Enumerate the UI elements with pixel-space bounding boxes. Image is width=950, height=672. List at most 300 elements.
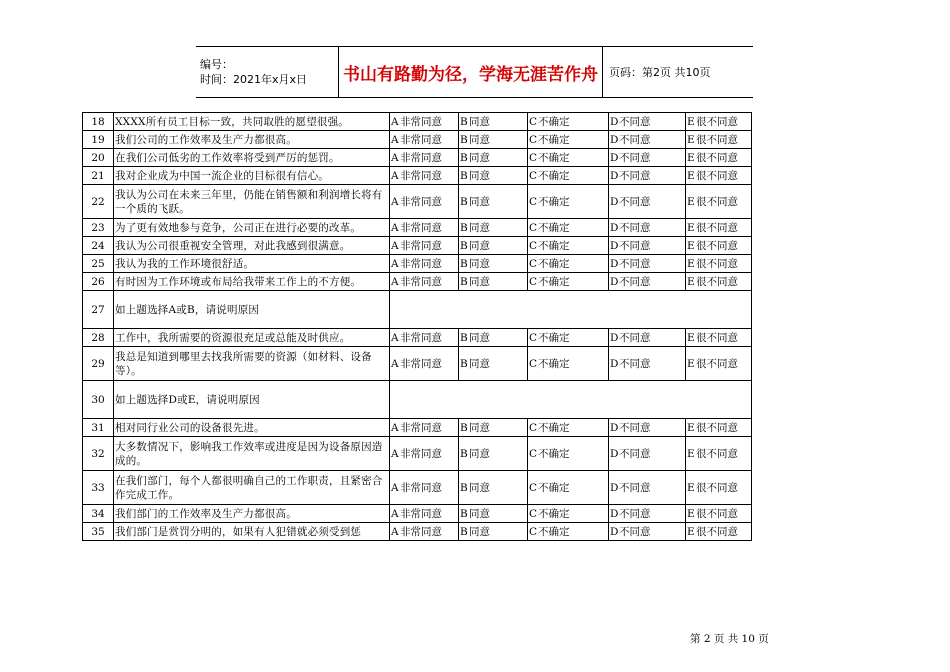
answer-option-c[interactable] xyxy=(528,273,609,291)
option-label: 很不同意 xyxy=(696,357,738,370)
answer-option-b[interactable] xyxy=(459,505,528,523)
answer-option-c[interactable] xyxy=(528,523,609,541)
option-label: 很不同意 xyxy=(696,133,738,146)
option-letter: C xyxy=(529,331,538,344)
option-label: 不同意 xyxy=(619,115,651,128)
option-label: 很不同意 xyxy=(696,169,738,182)
date-label: 时间：2021年x月x日 xyxy=(200,73,308,86)
option-label: 很不同意 xyxy=(696,481,738,494)
option-label: 同意 xyxy=(469,447,490,460)
option-letter: D xyxy=(610,133,619,146)
table-row xyxy=(83,167,752,185)
header-meta xyxy=(196,47,339,98)
option-label: 不确定 xyxy=(538,525,570,538)
option-letter: B xyxy=(460,481,468,494)
answer-option-d[interactable] xyxy=(609,237,686,255)
answer-option-d[interactable] xyxy=(609,255,686,273)
option-letter: C xyxy=(529,421,538,434)
option-letter: D xyxy=(610,151,619,164)
answer-option-b[interactable] xyxy=(459,149,528,167)
table-row xyxy=(83,255,752,273)
option-label: 不确定 xyxy=(538,481,570,494)
answer-option-e[interactable] xyxy=(686,471,752,505)
answer-option-e[interactable] xyxy=(686,419,752,437)
option-label: 同意 xyxy=(469,421,490,434)
follow-up-prompt: 如上题选择D或E，请说明原因 xyxy=(114,381,390,419)
option-label: 非常同意 xyxy=(400,525,442,538)
option-letter: B xyxy=(460,221,468,234)
answer-option-c[interactable] xyxy=(528,237,609,255)
option-label: 不确定 xyxy=(538,447,570,460)
question-text: 我认为我的工作环境很舒适。 xyxy=(114,255,390,273)
answer-option-c[interactable] xyxy=(528,347,609,381)
option-letter: E xyxy=(687,221,695,234)
option-label: 不同意 xyxy=(619,133,651,146)
option-letter: A xyxy=(391,133,399,146)
answer-option-e[interactable] xyxy=(686,255,752,273)
option-label: 不同意 xyxy=(619,447,651,460)
option-letter: B xyxy=(460,447,468,460)
option-letter: B xyxy=(460,275,468,288)
option-label: 同意 xyxy=(469,239,490,252)
option-letter: D xyxy=(610,221,619,234)
answer-option-a[interactable] xyxy=(390,419,459,437)
option-label: 同意 xyxy=(469,275,490,288)
option-letter: E xyxy=(687,357,695,370)
answer-option-e[interactable] xyxy=(686,237,752,255)
option-letter: D xyxy=(610,331,619,344)
option-letter: E xyxy=(687,133,695,146)
option-label: 不确定 xyxy=(538,275,570,288)
answer-option-d[interactable] xyxy=(609,185,686,219)
option-letter: D xyxy=(610,481,619,494)
option-label: 同意 xyxy=(469,525,490,538)
option-letter: B xyxy=(460,507,468,520)
answer-option-d[interactable] xyxy=(609,113,686,131)
option-label: 不同意 xyxy=(619,481,651,494)
option-letter: C xyxy=(529,275,538,288)
option-label: 不确定 xyxy=(538,421,570,434)
option-label: 非常同意 xyxy=(400,421,442,434)
option-letter: A xyxy=(391,257,399,270)
option-label: 非常同意 xyxy=(400,257,442,270)
option-label: 不确定 xyxy=(538,115,570,128)
option-label: 非常同意 xyxy=(400,239,442,252)
option-label: 同意 xyxy=(469,195,490,208)
option-label: 同意 xyxy=(469,133,490,146)
answer-option-a[interactable] xyxy=(390,273,459,291)
option-letter: D xyxy=(610,257,619,270)
answer-option-c[interactable] xyxy=(528,185,609,219)
question-number: 18 xyxy=(83,113,114,131)
answer-option-b[interactable] xyxy=(459,437,528,471)
answer-option-a[interactable] xyxy=(390,113,459,131)
page-header xyxy=(196,46,753,98)
option-label: 很不同意 xyxy=(696,421,738,434)
answer-option-a[interactable] xyxy=(390,523,459,541)
answer-option-d[interactable] xyxy=(609,505,686,523)
option-label: 不确定 xyxy=(538,331,570,344)
option-letter: C xyxy=(529,133,538,146)
answer-option-d[interactable] xyxy=(609,131,686,149)
table-row xyxy=(83,185,752,219)
option-letter: C xyxy=(529,221,538,234)
option-label: 不确定 xyxy=(538,357,570,370)
question-number: 29 xyxy=(83,347,114,381)
answer-option-c[interactable] xyxy=(528,329,609,347)
option-letter: B xyxy=(460,421,468,434)
question-text: 大多数情况下，影响我工作效率或进度是因为设备原因造成的。 xyxy=(114,437,390,471)
question-text: 为了更有效地参与竞争，公司正在进行必要的改革。 xyxy=(114,219,390,237)
reason-answer-field[interactable] xyxy=(390,381,752,419)
question-text: 工作中，我所需要的资源很充足或总能及时供应。 xyxy=(114,329,390,347)
option-letter: C xyxy=(529,169,538,182)
table-row xyxy=(83,291,752,329)
option-letter: D xyxy=(610,507,619,520)
option-letter: C xyxy=(529,257,538,270)
answer-option-c[interactable] xyxy=(528,149,609,167)
option-label: 非常同意 xyxy=(400,221,442,234)
answer-option-e[interactable] xyxy=(686,149,752,167)
option-letter: D xyxy=(610,357,619,370)
option-label: 不同意 xyxy=(619,257,651,270)
answer-option-e[interactable] xyxy=(686,437,752,471)
option-letter: D xyxy=(610,195,619,208)
option-label: 不同意 xyxy=(619,221,651,234)
question-number: 23 xyxy=(83,219,114,237)
table-row xyxy=(83,381,752,419)
answer-option-e[interactable] xyxy=(686,505,752,523)
option-label: 很不同意 xyxy=(696,115,738,128)
question-number: 25 xyxy=(83,255,114,273)
question-number: 26 xyxy=(83,273,114,291)
answer-option-a[interactable] xyxy=(390,505,459,523)
option-label: 非常同意 xyxy=(400,507,442,520)
option-letter: D xyxy=(610,169,619,182)
option-label: 不同意 xyxy=(619,169,651,182)
option-letter: A xyxy=(391,169,399,182)
answer-option-a[interactable] xyxy=(390,329,459,347)
answer-option-d[interactable] xyxy=(609,273,686,291)
option-letter: E xyxy=(687,239,695,252)
answer-option-d[interactable] xyxy=(609,523,686,541)
option-letter: A xyxy=(391,195,399,208)
answer-option-d[interactable] xyxy=(609,347,686,381)
option-label: 非常同意 xyxy=(400,331,442,344)
answer-option-c[interactable] xyxy=(528,419,609,437)
question-text: 相对同行业公司的设备很先进。 xyxy=(114,419,390,437)
answer-option-e[interactable] xyxy=(686,347,752,381)
option-label: 很不同意 xyxy=(696,331,738,344)
table-row xyxy=(83,419,752,437)
question-number: 34 xyxy=(83,505,114,523)
answer-option-a[interactable] xyxy=(390,237,459,255)
answer-option-d[interactable] xyxy=(609,329,686,347)
option-letter: A xyxy=(391,275,399,288)
option-letter: B xyxy=(460,525,468,538)
table-row xyxy=(83,347,752,381)
option-letter: D xyxy=(610,447,619,460)
option-label: 不同意 xyxy=(619,421,651,434)
page-footer: 第 2 页 共 10 页 xyxy=(690,633,769,645)
table-row xyxy=(83,237,752,255)
answer-option-b[interactable] xyxy=(459,185,528,219)
question-number: 32 xyxy=(83,437,114,471)
question-number: 31 xyxy=(83,419,114,437)
option-letter: E xyxy=(687,257,695,270)
answer-option-c[interactable] xyxy=(528,131,609,149)
motto: 书山有路勤为径，学海无涯苦作舟 xyxy=(339,47,603,98)
option-letter: A xyxy=(391,447,399,460)
question-number: 35 xyxy=(83,523,114,541)
option-label: 很不同意 xyxy=(696,195,738,208)
option-label: 很不同意 xyxy=(696,151,738,164)
question-text: 我对企业成为中国一流企业的目标很有信心。 xyxy=(114,167,390,185)
option-letter: E xyxy=(687,169,695,182)
option-label: 非常同意 xyxy=(400,169,442,182)
answer-option-a[interactable] xyxy=(390,437,459,471)
answer-option-c[interactable] xyxy=(528,471,609,505)
option-letter: A xyxy=(391,421,399,434)
option-label: 同意 xyxy=(469,507,490,520)
option-letter: E xyxy=(687,195,695,208)
serial-number-label: 编号： xyxy=(200,58,233,71)
page-number-label: 页码：第2页 共10页 xyxy=(603,47,754,98)
option-label: 很不同意 xyxy=(696,257,738,270)
option-letter: C xyxy=(529,481,538,494)
answer-option-b[interactable] xyxy=(459,219,528,237)
table-row xyxy=(83,131,752,149)
option-letter: E xyxy=(687,331,695,344)
answer-option-b[interactable] xyxy=(459,131,528,149)
option-letter: B xyxy=(460,195,468,208)
option-letter: B xyxy=(460,115,468,128)
question-text: 我们部门的工作效率及生产力都很高。 xyxy=(114,505,390,523)
option-label: 非常同意 xyxy=(400,115,442,128)
answer-option-d[interactable] xyxy=(609,471,686,505)
follow-up-prompt: 如上题选择A或B，请说明原因 xyxy=(114,291,390,329)
option-letter: D xyxy=(610,275,619,288)
answer-option-a[interactable] xyxy=(390,347,459,381)
question-text: 我们部门是赏罚分明的，如果有人犯错就必须受到惩 xyxy=(114,523,390,541)
question-number: 27 xyxy=(83,291,114,329)
option-label: 不同意 xyxy=(619,331,651,344)
question-text: 我认为公司很重视安全管理，对此我感到很满意。 xyxy=(114,237,390,255)
option-label: 不确定 xyxy=(538,133,570,146)
option-letter: C xyxy=(529,357,538,370)
answer-option-e[interactable] xyxy=(686,523,752,541)
answer-option-a[interactable] xyxy=(390,131,459,149)
option-letter: A xyxy=(391,331,399,344)
option-letter: E xyxy=(687,151,695,164)
option-letter: B xyxy=(460,169,468,182)
option-label: 不确定 xyxy=(538,195,570,208)
option-label: 非常同意 xyxy=(400,481,442,494)
option-letter: E xyxy=(687,447,695,460)
answer-option-b[interactable] xyxy=(459,167,528,185)
option-label: 同意 xyxy=(469,357,490,370)
option-letter: C xyxy=(529,239,538,252)
option-label: 不同意 xyxy=(619,525,651,538)
table-row xyxy=(83,471,752,505)
option-letter: B xyxy=(460,133,468,146)
option-letter: A xyxy=(391,151,399,164)
option-letter: E xyxy=(687,275,695,288)
option-label: 同意 xyxy=(469,115,490,128)
option-label: 非常同意 xyxy=(400,357,442,370)
option-label: 不同意 xyxy=(619,357,651,370)
answer-option-b[interactable] xyxy=(459,237,528,255)
option-label: 不确定 xyxy=(538,239,570,252)
answer-option-e[interactable] xyxy=(686,273,752,291)
question-number: 19 xyxy=(83,131,114,149)
question-text: 我认为公司在未来三年里，仍能在销售额和利润增长将有一个质的飞跃。 xyxy=(114,185,390,219)
option-letter: E xyxy=(687,481,695,494)
option-label: 不同意 xyxy=(619,239,651,252)
question-number: 21 xyxy=(83,167,114,185)
option-letter: D xyxy=(610,525,619,538)
question-text: 我们公司的工作效率及生产力都很高。 xyxy=(114,131,390,149)
answer-option-c[interactable] xyxy=(528,113,609,131)
question-number: 33 xyxy=(83,471,114,505)
question-text: 我总是知道到哪里去找我所需要的资源（如材料、设备等）。 xyxy=(114,347,390,381)
table-row xyxy=(83,273,752,291)
question-number: 22 xyxy=(83,185,114,219)
answer-option-b[interactable] xyxy=(459,255,528,273)
option-letter: C xyxy=(529,115,538,128)
option-letter: D xyxy=(610,421,619,434)
option-label: 同意 xyxy=(469,331,490,344)
answer-option-a[interactable] xyxy=(390,185,459,219)
table-row xyxy=(83,329,752,347)
answer-option-c[interactable] xyxy=(528,505,609,523)
option-label: 同意 xyxy=(469,481,490,494)
answer-option-e[interactable] xyxy=(686,219,752,237)
option-label: 非常同意 xyxy=(400,275,442,288)
answer-option-b[interactable] xyxy=(459,113,528,131)
option-label: 很不同意 xyxy=(696,447,738,460)
answer-option-a[interactable] xyxy=(390,149,459,167)
question-text: XXXX所有员工目标一致，共同取胜的愿望很强。 xyxy=(114,113,390,131)
option-letter: C xyxy=(529,507,538,520)
question-text: 在我们部门，每个人都很明确自己的工作职责，且紧密合作完成工作。 xyxy=(114,471,390,505)
option-letter: E xyxy=(687,421,695,434)
answer-option-d[interactable] xyxy=(609,437,686,471)
option-label: 不同意 xyxy=(619,151,651,164)
option-label: 很不同意 xyxy=(696,507,738,520)
question-number: 28 xyxy=(83,329,114,347)
answer-option-a[interactable] xyxy=(390,471,459,505)
answer-option-e[interactable] xyxy=(686,113,752,131)
option-label: 非常同意 xyxy=(400,195,442,208)
answer-option-c[interactable] xyxy=(528,167,609,185)
option-label: 不确定 xyxy=(538,507,570,520)
option-letter: A xyxy=(391,481,399,494)
survey-table xyxy=(82,112,752,541)
option-letter: B xyxy=(460,257,468,270)
table-row xyxy=(83,113,752,131)
answer-option-a[interactable] xyxy=(390,255,459,273)
table-row xyxy=(83,437,752,471)
question-text: 在我们公司低劣的工作效率将受到严厉的惩罚。 xyxy=(114,149,390,167)
option-label: 同意 xyxy=(469,257,490,270)
option-label: 很不同意 xyxy=(696,221,738,234)
answer-option-d[interactable] xyxy=(609,149,686,167)
option-letter: A xyxy=(391,115,399,128)
question-number: 24 xyxy=(83,237,114,255)
option-label: 同意 xyxy=(469,221,490,234)
option-label: 不确定 xyxy=(538,169,570,182)
table-row xyxy=(83,219,752,237)
option-letter: E xyxy=(687,507,695,520)
answer-option-c[interactable] xyxy=(528,219,609,237)
answer-option-b[interactable] xyxy=(459,347,528,381)
option-letter: E xyxy=(687,525,695,538)
answer-option-b[interactable] xyxy=(459,419,528,437)
option-letter: D xyxy=(610,115,619,128)
option-label: 非常同意 xyxy=(400,151,442,164)
option-label: 同意 xyxy=(469,169,490,182)
option-label: 很不同意 xyxy=(696,525,738,538)
option-letter: A xyxy=(391,507,399,520)
option-label: 很不同意 xyxy=(696,239,738,252)
option-letter: E xyxy=(687,115,695,128)
option-label: 不同意 xyxy=(619,507,651,520)
option-letter: B xyxy=(460,239,468,252)
answer-option-b[interactable] xyxy=(459,273,528,291)
option-label: 非常同意 xyxy=(400,447,442,460)
answer-option-e[interactable] xyxy=(686,329,752,347)
option-letter: B xyxy=(460,151,468,164)
option-letter: C xyxy=(529,525,538,538)
answer-option-b[interactable] xyxy=(459,471,528,505)
answer-option-e[interactable] xyxy=(686,185,752,219)
option-label: 不确定 xyxy=(538,221,570,234)
answer-option-c[interactable] xyxy=(528,255,609,273)
table-row xyxy=(83,523,752,541)
answer-option-b[interactable] xyxy=(459,329,528,347)
option-label: 非常同意 xyxy=(400,133,442,146)
option-label: 同意 xyxy=(469,151,490,164)
table-row xyxy=(83,149,752,167)
table-row xyxy=(83,505,752,523)
answer-option-c[interactable] xyxy=(528,437,609,471)
answer-option-a[interactable] xyxy=(390,219,459,237)
answer-option-e[interactable] xyxy=(686,167,752,185)
answer-option-a[interactable] xyxy=(390,167,459,185)
option-letter: A xyxy=(391,221,399,234)
question-number: 30 xyxy=(83,381,114,419)
option-letter: B xyxy=(460,357,468,370)
option-letter: B xyxy=(460,331,468,344)
answer-option-b[interactable] xyxy=(459,523,528,541)
option-letter: C xyxy=(529,447,538,460)
option-letter: A xyxy=(391,357,399,370)
option-letter: A xyxy=(391,525,399,538)
reason-answer-field[interactable] xyxy=(390,291,752,329)
option-letter: C xyxy=(529,195,538,208)
option-letter: C xyxy=(529,151,538,164)
question-text: 有时因为工作环境或布局给我带来工作上的不方便。 xyxy=(114,273,390,291)
option-letter: A xyxy=(391,239,399,252)
answer-option-e[interactable] xyxy=(686,131,752,149)
option-label: 不确定 xyxy=(538,151,570,164)
option-label: 不确定 xyxy=(538,257,570,270)
answer-option-d[interactable] xyxy=(609,167,686,185)
answer-option-d[interactable] xyxy=(609,419,686,437)
answer-option-d[interactable] xyxy=(609,219,686,237)
option-label: 很不同意 xyxy=(696,275,738,288)
